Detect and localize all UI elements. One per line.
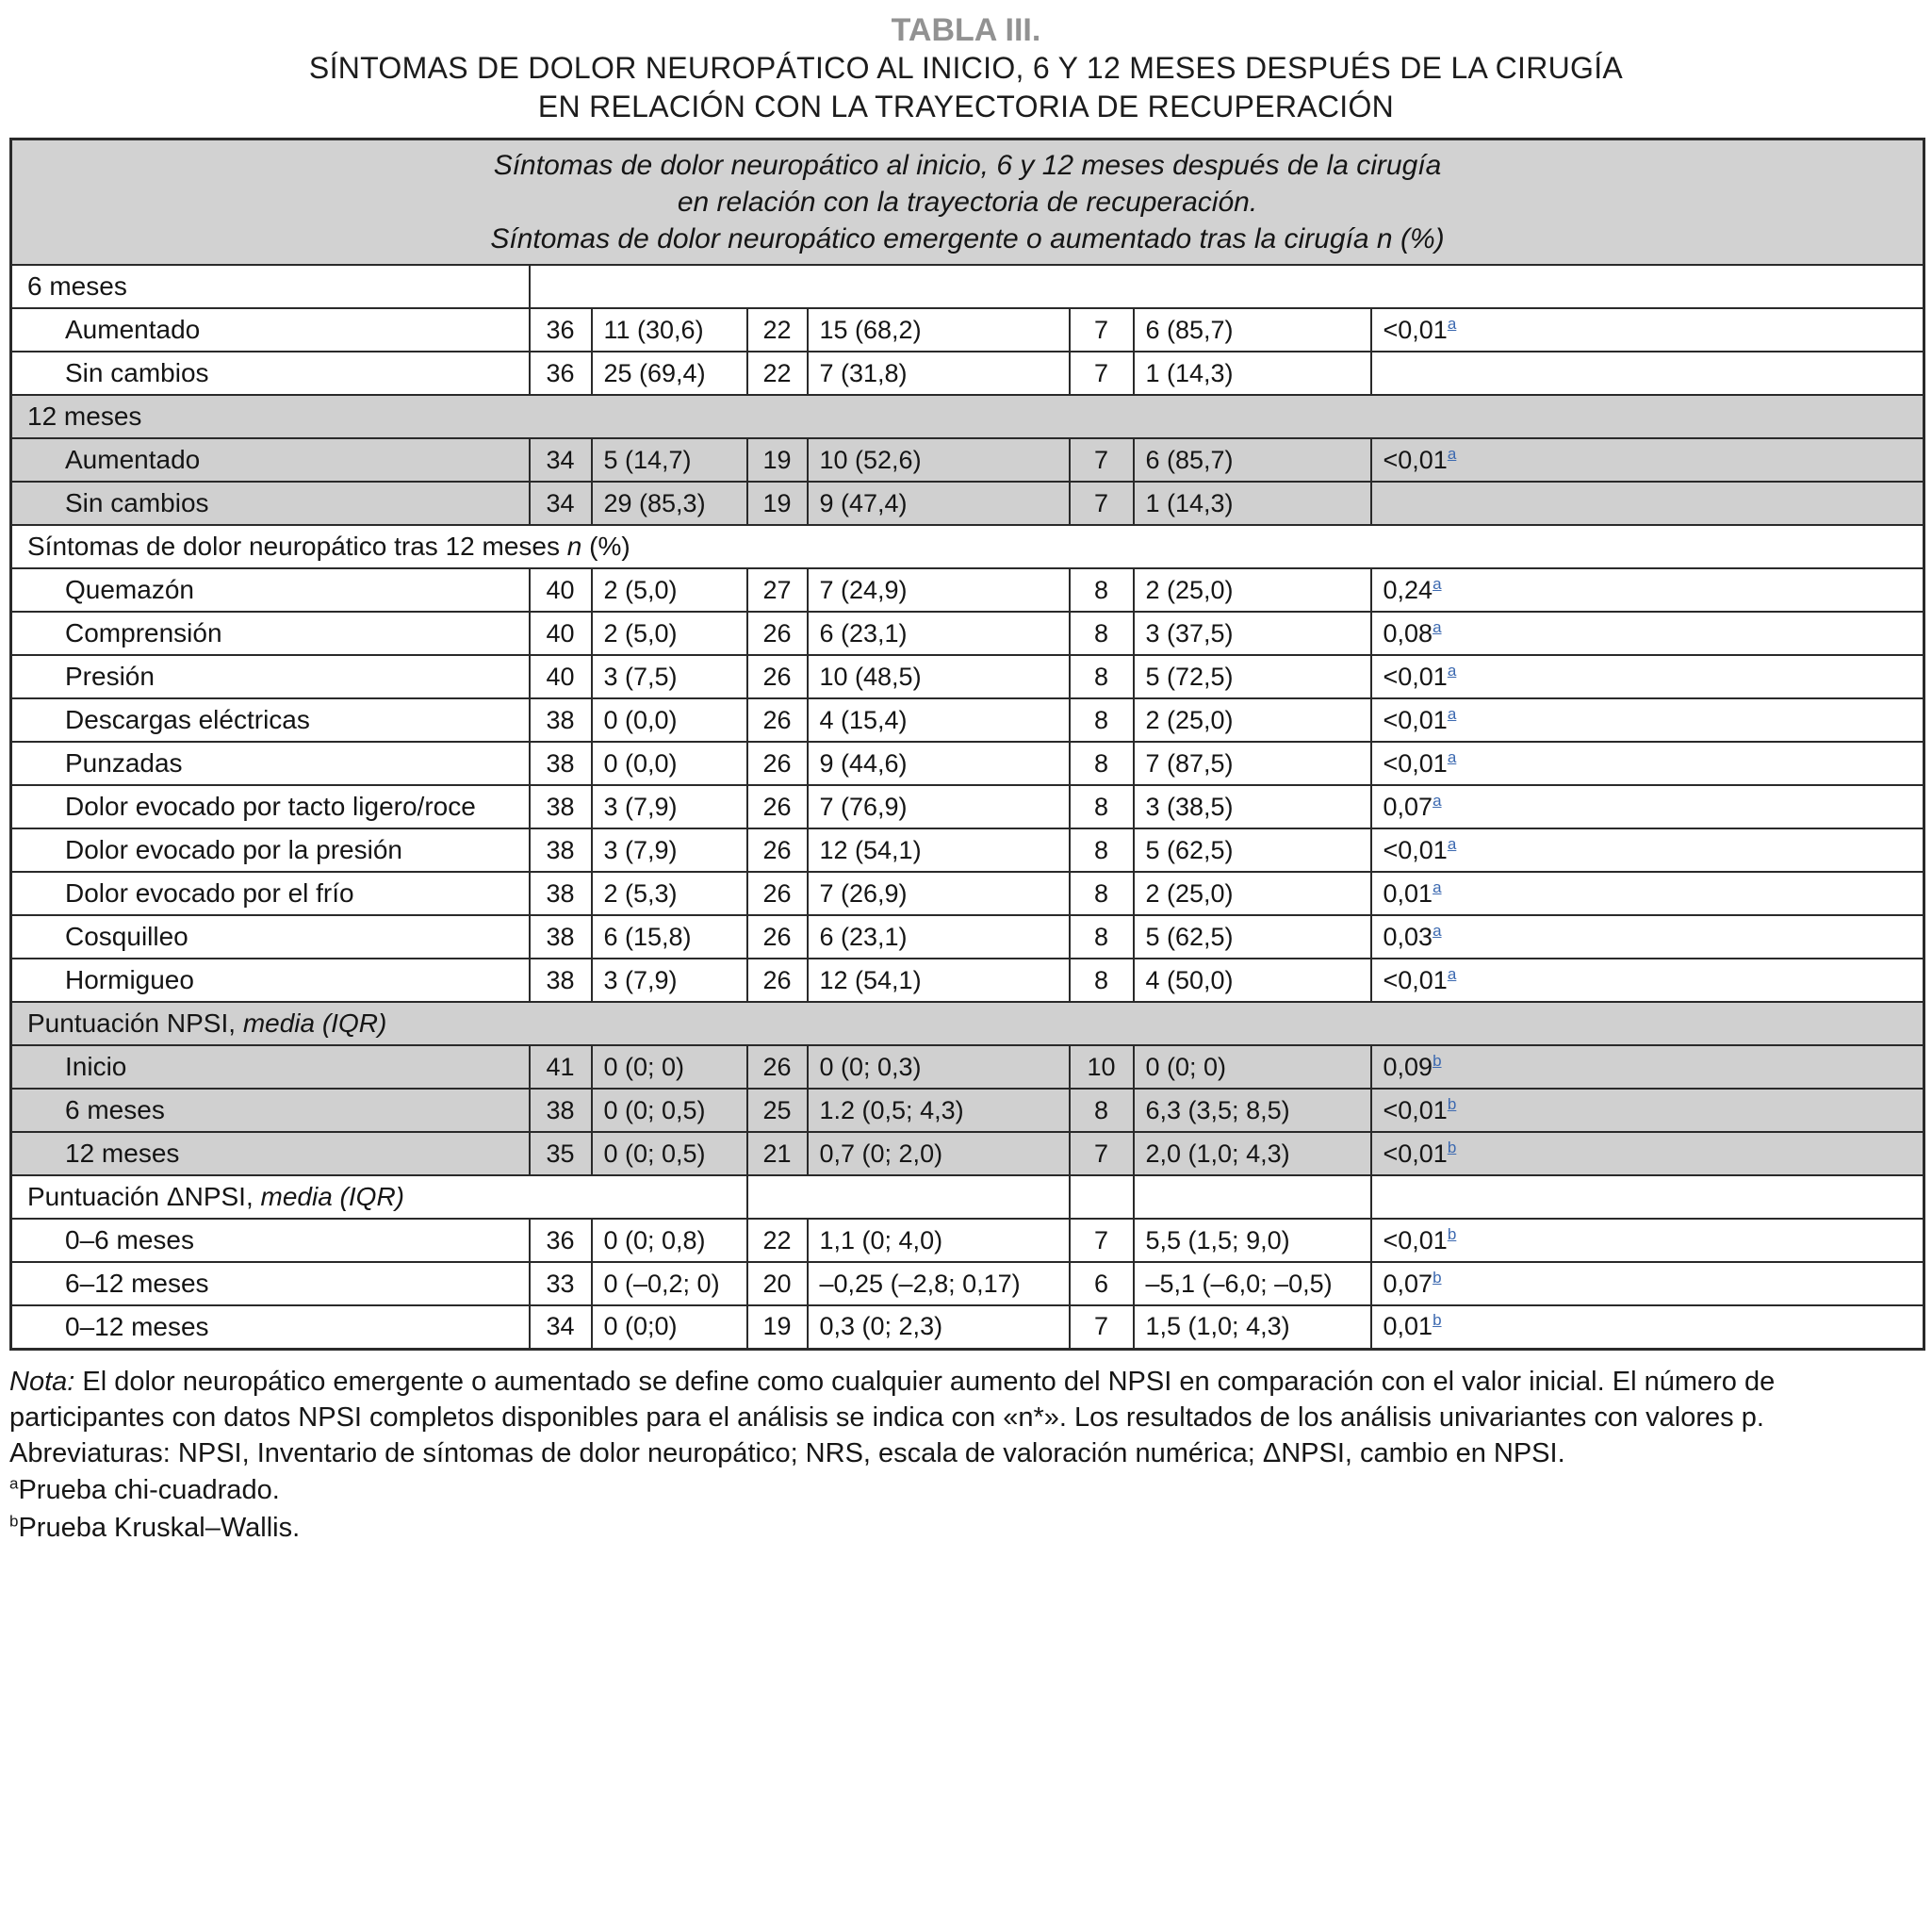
table-caption	[9, 11, 1923, 126]
value-2: 9 (47,4)	[808, 482, 1070, 525]
value-2: 6 (23,1)	[808, 915, 1070, 959]
value-2: 7 (76,9)	[808, 785, 1070, 828]
table-row	[11, 1305, 1924, 1349]
p-value-cell	[1371, 785, 1924, 828]
value-3: 0 (0; 0)	[1134, 1045, 1371, 1089]
n-count-3: 7	[1070, 1132, 1134, 1175]
empty-cell	[1134, 1175, 1371, 1219]
n-count-2: 26	[747, 915, 808, 959]
value-3: 7 (87,5)	[1134, 742, 1371, 785]
empty-cell	[530, 265, 1924, 308]
row-label: Dolor evocado por el frío	[11, 872, 530, 915]
value-2: 7 (24,9)	[808, 568, 1070, 612]
table-row	[11, 959, 1924, 1002]
row-label: 6–12 meses	[11, 1262, 530, 1305]
section-label-italic: media (IQR)	[242, 1008, 387, 1038]
footnote-ref-a[interactable]: a	[1447, 964, 1457, 983]
footnote-ref-b[interactable]: b	[1447, 1094, 1457, 1113]
value-1: 0 (0,0)	[592, 698, 747, 742]
value-3: 2 (25,0)	[1134, 872, 1371, 915]
value-2: 1,1 (0; 4,0)	[808, 1219, 1070, 1262]
value-3: 5 (62,5)	[1134, 915, 1371, 959]
table-row	[11, 482, 1924, 525]
row-label: 0–12 meses	[11, 1305, 530, 1349]
value-2: 0,7 (0; 2,0)	[808, 1132, 1070, 1175]
n-count-2: 26	[747, 872, 808, 915]
p-value: <0,01	[1383, 835, 1448, 864]
n-count-1: 40	[530, 612, 592, 655]
n-count-1: 38	[530, 1089, 592, 1132]
n-count-3: 8	[1070, 568, 1134, 612]
p-value: <0,01	[1383, 705, 1448, 734]
n-count-2: 20	[747, 1262, 808, 1305]
footnote-a-text: Prueba chi-cuadrado.	[18, 1474, 280, 1505]
value-2: 10 (52,6)	[808, 438, 1070, 482]
n-count-1: 38	[530, 785, 592, 828]
footnote-ref-b[interactable]: b	[1447, 1224, 1457, 1243]
footnote-ref-a[interactable]: a	[1433, 574, 1442, 593]
value-3: –5,1 (–6,0; –0,5)	[1134, 1262, 1371, 1305]
p-value: <0,01	[1383, 662, 1448, 691]
value-1: 0 (0; 0,5)	[592, 1132, 747, 1175]
footnote-b-marker: b	[9, 1511, 19, 1530]
table-row	[11, 1045, 1924, 1089]
n-count-1: 40	[530, 655, 592, 698]
table-header-row	[11, 139, 1924, 266]
row-label: Quemazón	[11, 568, 530, 612]
p-value: <0,01	[1383, 748, 1448, 778]
n-count-2: 26	[747, 785, 808, 828]
n-count-3: 7	[1070, 438, 1134, 482]
n-count-1: 34	[530, 482, 592, 525]
value-1: 0 (0,0)	[592, 742, 747, 785]
value-1: 3 (7,9)	[592, 785, 747, 828]
value-3: 1,5 (1,0; 4,3)	[1134, 1305, 1371, 1349]
n-count-3: 8	[1070, 698, 1134, 742]
n-count-1: 38	[530, 959, 592, 1002]
row-label: Aumentado	[11, 308, 530, 352]
value-2: 12 (54,1)	[808, 828, 1070, 872]
abbreviations-line: Abreviaturas: NPSI, Inventario de síntomas de dolor neuropático; NRS, escala de valoración numérica; ΔNPSI, cambio en NPSI.	[9, 1437, 1565, 1468]
section-label-italic: media (IQR)	[260, 1182, 404, 1211]
n-count-2: 19	[747, 1305, 808, 1349]
value-1: 0 (–0,2; 0)	[592, 1262, 747, 1305]
section-label-cell	[11, 525, 1924, 568]
footnote-ref-b[interactable]: b	[1447, 1138, 1457, 1156]
table-row	[11, 308, 1924, 352]
p-value-cell	[1371, 1089, 1924, 1132]
section-label-cell	[11, 1175, 747, 1219]
p-value: 0,07	[1383, 1269, 1433, 1298]
n-count-2: 19	[747, 482, 808, 525]
table-section-row	[11, 1002, 1924, 1045]
p-value-cell	[1371, 655, 1924, 698]
section-label-text: 12 meses	[27, 402, 142, 431]
row-label: 12 meses	[11, 1132, 530, 1175]
value-1: 3 (7,9)	[592, 828, 747, 872]
n-count-1: 34	[530, 1305, 592, 1349]
value-1: 5 (14,7)	[592, 438, 747, 482]
n-count-2: 26	[747, 828, 808, 872]
n-count-1: 38	[530, 828, 592, 872]
row-label: Inicio	[11, 1045, 530, 1089]
symptoms-table	[9, 138, 1925, 1351]
n-count-2: 26	[747, 959, 808, 1002]
footnote-ref-b[interactable]: b	[1433, 1051, 1442, 1070]
table-title-line-1: SÍNTOMAS DE DOLOR NEUROPÁTICO AL INICIO, 6 Y 12 MESES DESPUÉS DE LA CIRUGÍA	[308, 51, 1624, 85]
value-3: 4 (50,0)	[1134, 959, 1371, 1002]
value-1: 0 (0; 0,8)	[592, 1219, 747, 1262]
value-1: 6 (15,8)	[592, 915, 747, 959]
value-3: 5 (62,5)	[1134, 828, 1371, 872]
section-label-italic: n	[566, 532, 582, 561]
table-header-cell	[11, 139, 1924, 266]
n-count-2: 25	[747, 1089, 808, 1132]
footnote-b-text: Prueba Kruskal–Wallis.	[18, 1512, 301, 1543]
p-value-cell	[1371, 915, 1924, 959]
table-number: TABLA III.	[891, 12, 1041, 48]
value-2: 0,3 (0; 2,3)	[808, 1305, 1070, 1349]
note-text: El dolor neuropático emergente o aumentado se define como cualquier aumento del NPSI en comparación con el valor inicial. El número de participantes con datos NPSI completos disponibles para el análisis se indica con «n*». Los resultados de los análisis univariantes con valores p.	[9, 1366, 1776, 1433]
footnote-ref-a[interactable]: a	[1447, 704, 1457, 723]
p-value: <0,01	[1383, 965, 1448, 994]
n-count-3: 8	[1070, 959, 1134, 1002]
value-1: 11 (30,6)	[592, 308, 747, 352]
n-count-1: 41	[530, 1045, 592, 1089]
value-3: 6,3 (3,5; 8,5)	[1134, 1089, 1371, 1132]
section-label-suffix: (%)	[581, 532, 630, 561]
p-value-cell	[1371, 482, 1924, 525]
table-row	[11, 1132, 1924, 1175]
p-value-cell	[1371, 352, 1924, 395]
table-row	[11, 612, 1924, 655]
n-count-3: 8	[1070, 785, 1134, 828]
p-value-cell	[1371, 742, 1924, 785]
value-1: 3 (7,5)	[592, 655, 747, 698]
n-count-3: 8	[1070, 655, 1134, 698]
footnote-ref-a[interactable]: a	[1433, 791, 1442, 810]
value-2: 10 (48,5)	[808, 655, 1070, 698]
n-count-2: 27	[747, 568, 808, 612]
footnote-ref-b[interactable]: b	[1433, 1311, 1442, 1330]
section-label-cell	[11, 1002, 1924, 1045]
value-2: 9 (44,6)	[808, 742, 1070, 785]
value-3: 1 (14,3)	[1134, 352, 1371, 395]
value-3: 6 (85,7)	[1134, 308, 1371, 352]
empty-cell	[1070, 1175, 1134, 1219]
section-label-text: Síntomas de dolor neuropático tras 12 meses	[27, 532, 567, 561]
n-count-1: 33	[530, 1262, 592, 1305]
footnote-ref-a[interactable]: a	[1447, 834, 1457, 853]
table-body	[11, 265, 1924, 1349]
p-value: 0,24	[1383, 575, 1433, 604]
table-row	[11, 568, 1924, 612]
value-1: 0 (0; 0)	[592, 1045, 747, 1089]
footnote-ref-a[interactable]: a	[1447, 747, 1457, 766]
value-3: 5,5 (1,5; 9,0)	[1134, 1219, 1371, 1262]
value-3: 1 (14,3)	[1134, 482, 1371, 525]
n-count-3: 6	[1070, 1262, 1134, 1305]
table-section-row	[11, 265, 1924, 308]
p-value-cell	[1371, 438, 1924, 482]
p-value-cell	[1371, 1305, 1924, 1349]
footnote-ref-a[interactable]: a	[1447, 444, 1457, 463]
value-2: 7 (31,8)	[808, 352, 1070, 395]
footnote-a	[9, 1471, 1923, 1509]
n-count-1: 36	[530, 308, 592, 352]
table-row	[11, 915, 1924, 959]
n-count-3: 8	[1070, 1089, 1134, 1132]
value-3: 2,0 (1,0; 4,3)	[1134, 1132, 1371, 1175]
n-count-3: 7	[1070, 308, 1134, 352]
n-count-1: 38	[530, 872, 592, 915]
p-value: 0,01	[1383, 1312, 1433, 1341]
table-title-line-2: EN RELACIÓN CON LA TRAYECTORIA DE RECUPERACIÓN	[537, 90, 1395, 123]
footnote-b	[9, 1509, 1923, 1547]
p-value-cell	[1371, 1219, 1924, 1262]
p-value-cell	[1371, 612, 1924, 655]
p-value: 0,08	[1383, 618, 1433, 648]
p-value: 0,03	[1383, 922, 1433, 951]
footnote-ref-b[interactable]: b	[1433, 1268, 1442, 1287]
footnote-ref-a[interactable]: a	[1433, 617, 1442, 636]
value-2: 7 (26,9)	[808, 872, 1070, 915]
n-count-1: 38	[530, 698, 592, 742]
note-label: Nota:	[9, 1366, 75, 1397]
value-1: 0 (0;0)	[592, 1305, 747, 1349]
empty-cell	[1371, 1175, 1924, 1219]
value-2: 1.2 (0,5; 4,3)	[808, 1089, 1070, 1132]
value-1: 3 (7,9)	[592, 959, 747, 1002]
empty-cell	[747, 1175, 1070, 1219]
p-value: 0,07	[1383, 792, 1433, 821]
n-count-1: 38	[530, 915, 592, 959]
value-1: 25 (69,4)	[592, 352, 747, 395]
value-2: 15 (68,2)	[808, 308, 1070, 352]
value-3: 3 (38,5)	[1134, 785, 1371, 828]
row-label: Hormigueo	[11, 959, 530, 1002]
value-1: 0 (0; 0,5)	[592, 1089, 747, 1132]
p-value: <0,01	[1383, 445, 1448, 474]
footnote-ref-a[interactable]: a	[1447, 661, 1457, 680]
table-header-line-2: en relación con la trayectoria de recuperación.	[677, 187, 1258, 218]
table-header-line-1: Síntomas de dolor neuropático al inicio, 6 y 12 meses después de la cirugía	[493, 150, 1442, 181]
table-row	[11, 1219, 1924, 1262]
n-count-1: 34	[530, 438, 592, 482]
table-row	[11, 655, 1924, 698]
table-row	[11, 1262, 1924, 1305]
n-count-1: 36	[530, 352, 592, 395]
footnote-ref-a[interactable]: a	[1447, 314, 1457, 333]
n-count-3: 7	[1070, 1305, 1134, 1349]
p-value-cell	[1371, 872, 1924, 915]
table-row	[11, 352, 1924, 395]
value-2: 6 (23,1)	[808, 612, 1070, 655]
value-1: 2 (5,0)	[592, 568, 747, 612]
value-3: 6 (85,7)	[1134, 438, 1371, 482]
value-2: –0,25 (–2,8; 0,17)	[808, 1262, 1070, 1305]
n-count-2: 22	[747, 352, 808, 395]
n-count-2: 19	[747, 438, 808, 482]
footnote-ref-a[interactable]: a	[1433, 921, 1442, 940]
n-count-3: 8	[1070, 742, 1134, 785]
n-count-3: 8	[1070, 915, 1134, 959]
value-1: 29 (85,3)	[592, 482, 747, 525]
p-value: 0,09	[1383, 1052, 1433, 1081]
n-count-2: 22	[747, 308, 808, 352]
table-section-row	[11, 395, 1924, 438]
p-value: <0,01	[1383, 1139, 1448, 1168]
value-3: 2 (25,0)	[1134, 568, 1371, 612]
n-count-2: 26	[747, 742, 808, 785]
row-label: 0–6 meses	[11, 1219, 530, 1262]
p-value: <0,01	[1383, 1225, 1448, 1254]
n-count-3: 8	[1070, 872, 1134, 915]
table-header-line-3: Síntomas de dolor neuropático emergente o aumentado tras la cirugía n (%)	[490, 223, 1445, 254]
value-3: 2 (25,0)	[1134, 698, 1371, 742]
section-label-text: 6 meses	[27, 271, 127, 301]
value-2: 0 (0; 0,3)	[808, 1045, 1070, 1089]
p-value-cell	[1371, 828, 1924, 872]
table-row	[11, 872, 1924, 915]
table-section-row	[11, 1175, 1924, 1219]
n-count-2: 26	[747, 612, 808, 655]
n-count-1: 38	[530, 742, 592, 785]
n-count-1: 35	[530, 1132, 592, 1175]
footnote-a-marker: a	[9, 1473, 19, 1492]
row-label: Presión	[11, 655, 530, 698]
p-value-cell	[1371, 568, 1924, 612]
value-2: 12 (54,1)	[808, 959, 1070, 1002]
section-label-cell	[11, 265, 530, 308]
table-row	[11, 1089, 1924, 1132]
n-count-2: 22	[747, 1219, 808, 1262]
p-value: <0,01	[1383, 315, 1448, 344]
row-label: Cosquilleo	[11, 915, 530, 959]
row-label: Aumentado	[11, 438, 530, 482]
n-count-2: 21	[747, 1132, 808, 1175]
row-label: Dolor evocado por la presión	[11, 828, 530, 872]
section-label-text: Puntuación NPSI,	[27, 1008, 243, 1038]
p-value-cell	[1371, 959, 1924, 1002]
p-value-cell	[1371, 1132, 1924, 1175]
table-row	[11, 785, 1924, 828]
n-count-2: 26	[747, 1045, 808, 1089]
section-label-text: Puntuación ΔNPSI,	[27, 1182, 261, 1211]
row-label: Punzadas	[11, 742, 530, 785]
row-label: 6 meses	[11, 1089, 530, 1132]
value-3: 5 (72,5)	[1134, 655, 1371, 698]
row-label: Comprensión	[11, 612, 530, 655]
n-count-3: 7	[1070, 352, 1134, 395]
row-label: Sin cambios	[11, 482, 530, 525]
section-label-cell	[11, 395, 1924, 438]
value-1: 2 (5,3)	[592, 872, 747, 915]
n-count-3: 7	[1070, 1219, 1134, 1262]
p-value-cell	[1371, 308, 1924, 352]
table-section-row	[11, 525, 1924, 568]
p-value-cell	[1371, 1045, 1924, 1089]
value-2: 4 (15,4)	[808, 698, 1070, 742]
n-count-2: 26	[747, 698, 808, 742]
value-3: 3 (37,5)	[1134, 612, 1371, 655]
p-value-cell	[1371, 698, 1924, 742]
table-row	[11, 828, 1924, 872]
table-row	[11, 742, 1924, 785]
row-label: Dolor evocado por tacto ligero/roce	[11, 785, 530, 828]
value-1: 2 (5,0)	[592, 612, 747, 655]
n-count-3: 7	[1070, 482, 1134, 525]
n-count-2: 26	[747, 655, 808, 698]
table-notes	[9, 1364, 1923, 1547]
p-value: <0,01	[1383, 1095, 1448, 1124]
n-count-1: 36	[530, 1219, 592, 1262]
table-row	[11, 438, 1924, 482]
n-count-3: 10	[1070, 1045, 1134, 1089]
footnote-ref-a[interactable]: a	[1433, 877, 1442, 896]
table-row	[11, 698, 1924, 742]
p-value: 0,01	[1383, 878, 1433, 908]
row-label: Sin cambios	[11, 352, 530, 395]
n-count-3: 8	[1070, 612, 1134, 655]
p-value-cell	[1371, 1262, 1924, 1305]
n-count-1: 40	[530, 568, 592, 612]
n-count-3: 8	[1070, 828, 1134, 872]
row-label: Descargas eléctricas	[11, 698, 530, 742]
note-paragraph	[9, 1364, 1923, 1435]
